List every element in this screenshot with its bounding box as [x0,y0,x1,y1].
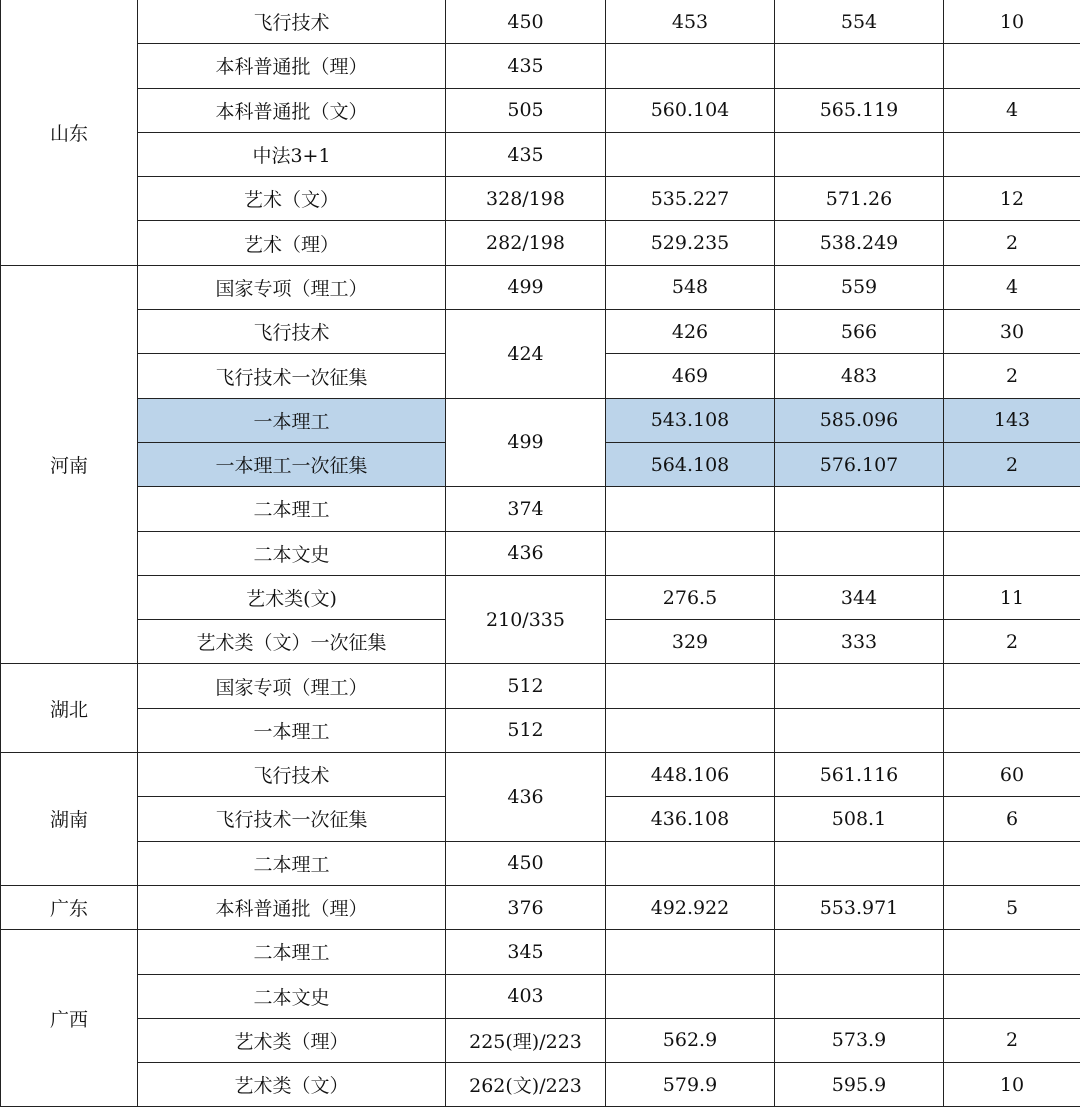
province-cell: 河南 [1,265,138,664]
count-cell: 4 [944,88,1080,132]
table-row [1,575,1080,619]
table-row [1,841,1080,885]
province-cell: 山东 [1,0,138,265]
province-cell: 广西 [1,930,138,1107]
max-score-cell [775,664,944,708]
control-line-cell: 435 [446,44,606,88]
max-score-cell: 565.119 [775,88,944,132]
max-score-cell [775,44,944,88]
table-row [1,265,1080,309]
control-line-cell: 499 [446,398,606,487]
category-cell: 国家专项（理工） [138,664,446,708]
count-cell: 4 [944,265,1080,309]
control-line-cell: 282/198 [446,221,606,265]
max-score-cell: 538.249 [775,221,944,265]
max-score-cell: 333 [775,620,944,664]
category-cell: 飞行技术一次征集 [138,797,446,841]
category-cell: 本科普通批（文） [138,88,446,132]
max-score-cell: 595.9 [775,1063,944,1107]
table-row [1,753,1080,797]
category-cell: 二本文史 [138,974,446,1018]
count-cell: 2 [944,354,1080,398]
category-cell: 艺术类（文）一次征集 [138,620,446,664]
count-cell: 6 [944,797,1080,841]
control-line-cell: 512 [446,664,606,708]
control-line-cell: 450 [446,841,606,885]
min-score-cell [606,708,775,752]
count-cell [944,841,1080,885]
table-row [1,177,1080,221]
min-score-cell [606,664,775,708]
max-score-cell: 571.26 [775,177,944,221]
min-score-cell [606,132,775,176]
min-score-cell: 469 [606,354,775,398]
table-row [1,930,1080,974]
count-cell [944,531,1080,575]
category-cell: 一本理工 [138,708,446,752]
max-score-cell: 508.1 [775,797,944,841]
min-score-cell: 543.108 [606,398,775,442]
highlighted-row [1,398,1080,442]
category-cell: 飞行技术一次征集 [138,354,446,398]
table-row [1,487,1080,531]
count-cell: 2 [944,1018,1080,1062]
count-cell [944,132,1080,176]
min-score-cell [606,44,775,88]
min-score-cell: 548 [606,265,775,309]
category-cell: 飞行技术 [138,753,446,797]
control-line-cell: 225(理)/223 [446,1018,606,1062]
count-cell: 10 [944,1063,1080,1107]
count-cell: 2 [944,442,1080,486]
min-score-cell: 492.922 [606,885,775,929]
control-line-cell: 424 [446,310,606,399]
table-row [1,221,1080,265]
control-line-cell: 435 [446,132,606,176]
category-cell: 飞行技术 [138,0,446,44]
table-row [1,974,1080,1018]
count-cell [944,708,1080,752]
control-line-cell: 210/335 [446,575,606,664]
category-cell: 本科普通批（理） [138,44,446,88]
control-line-cell: 512 [446,708,606,752]
max-score-cell [775,930,944,974]
min-score-cell [606,841,775,885]
count-cell: 10 [944,0,1080,44]
province-cell: 湖南 [1,753,138,886]
max-score-cell: 576.107 [775,442,944,486]
min-score-cell: 448.106 [606,753,775,797]
table-row [1,0,1080,44]
min-score-cell: 426 [606,310,775,354]
min-score-cell [606,974,775,1018]
category-cell: 本科普通批（理） [138,885,446,929]
count-cell [944,664,1080,708]
count-cell: 5 [944,885,1080,929]
max-score-cell: 561.116 [775,753,944,797]
count-cell [944,974,1080,1018]
min-score-cell: 453 [606,0,775,44]
max-score-cell: 585.096 [775,398,944,442]
province-cell: 湖北 [1,664,138,753]
table-row [1,310,1080,354]
max-score-cell [775,531,944,575]
category-cell: 艺术（文） [138,177,446,221]
category-cell: 一本理工 [138,398,446,442]
max-score-cell: 573.9 [775,1018,944,1062]
min-score-cell: 562.9 [606,1018,775,1062]
max-score-cell: 559 [775,265,944,309]
max-score-cell: 344 [775,575,944,619]
table-row [1,531,1080,575]
min-score-cell [606,531,775,575]
min-score-cell: 560.104 [606,88,775,132]
control-line-cell: 262(文)/223 [446,1063,606,1107]
control-line-cell: 450 [446,0,606,44]
count-cell [944,44,1080,88]
count-cell: 2 [944,221,1080,265]
table-row [1,44,1080,88]
control-line-cell: 328/198 [446,177,606,221]
control-line-cell: 374 [446,487,606,531]
category-cell: 中法3+1 [138,132,446,176]
control-line-cell: 376 [446,885,606,929]
table-row [1,1063,1080,1107]
control-line-cell: 499 [446,265,606,309]
category-cell: 艺术（理） [138,221,446,265]
table-row [1,708,1080,752]
category-cell: 一本理工一次征集 [138,442,446,486]
control-line-cell: 403 [446,974,606,1018]
max-score-cell: 483 [775,354,944,398]
min-score-cell [606,487,775,531]
max-score-cell: 554 [775,0,944,44]
max-score-cell [775,841,944,885]
max-score-cell [775,708,944,752]
min-score-cell: 535.227 [606,177,775,221]
category-cell: 国家专项（理工） [138,265,446,309]
max-score-cell: 566 [775,310,944,354]
count-cell: 60 [944,753,1080,797]
province-cell: 广东 [1,885,138,929]
category-cell: 艺术类（文） [138,1063,446,1107]
category-cell: 艺术类（理） [138,1018,446,1062]
count-cell: 30 [944,310,1080,354]
count-cell [944,487,1080,531]
max-score-cell: 553.971 [775,885,944,929]
control-line-cell: 436 [446,753,606,842]
count-cell: 12 [944,177,1080,221]
max-score-cell [775,974,944,1018]
control-line-cell: 345 [446,930,606,974]
table-row [1,132,1080,176]
table-row [1,1018,1080,1062]
category-cell: 二本理工 [138,487,446,531]
category-cell: 艺术类(文) [138,575,446,619]
min-score-cell [606,930,775,974]
min-score-cell: 436.108 [606,797,775,841]
min-score-cell: 329 [606,620,775,664]
min-score-cell: 564.108 [606,442,775,486]
min-score-cell: 529.235 [606,221,775,265]
category-cell: 二本文史 [138,531,446,575]
category-cell: 二本理工 [138,930,446,974]
control-line-cell: 436 [446,531,606,575]
count-cell [944,930,1080,974]
count-cell: 11 [944,575,1080,619]
table-row [1,885,1080,929]
table-row [1,664,1080,708]
count-cell: 2 [944,620,1080,664]
table-row [1,88,1080,132]
min-score-cell: 276.5 [606,575,775,619]
category-cell: 飞行技术 [138,310,446,354]
max-score-cell [775,487,944,531]
category-cell: 二本理工 [138,841,446,885]
control-line-cell: 505 [446,88,606,132]
count-cell: 143 [944,398,1080,442]
max-score-cell [775,132,944,176]
min-score-cell: 579.9 [606,1063,775,1107]
